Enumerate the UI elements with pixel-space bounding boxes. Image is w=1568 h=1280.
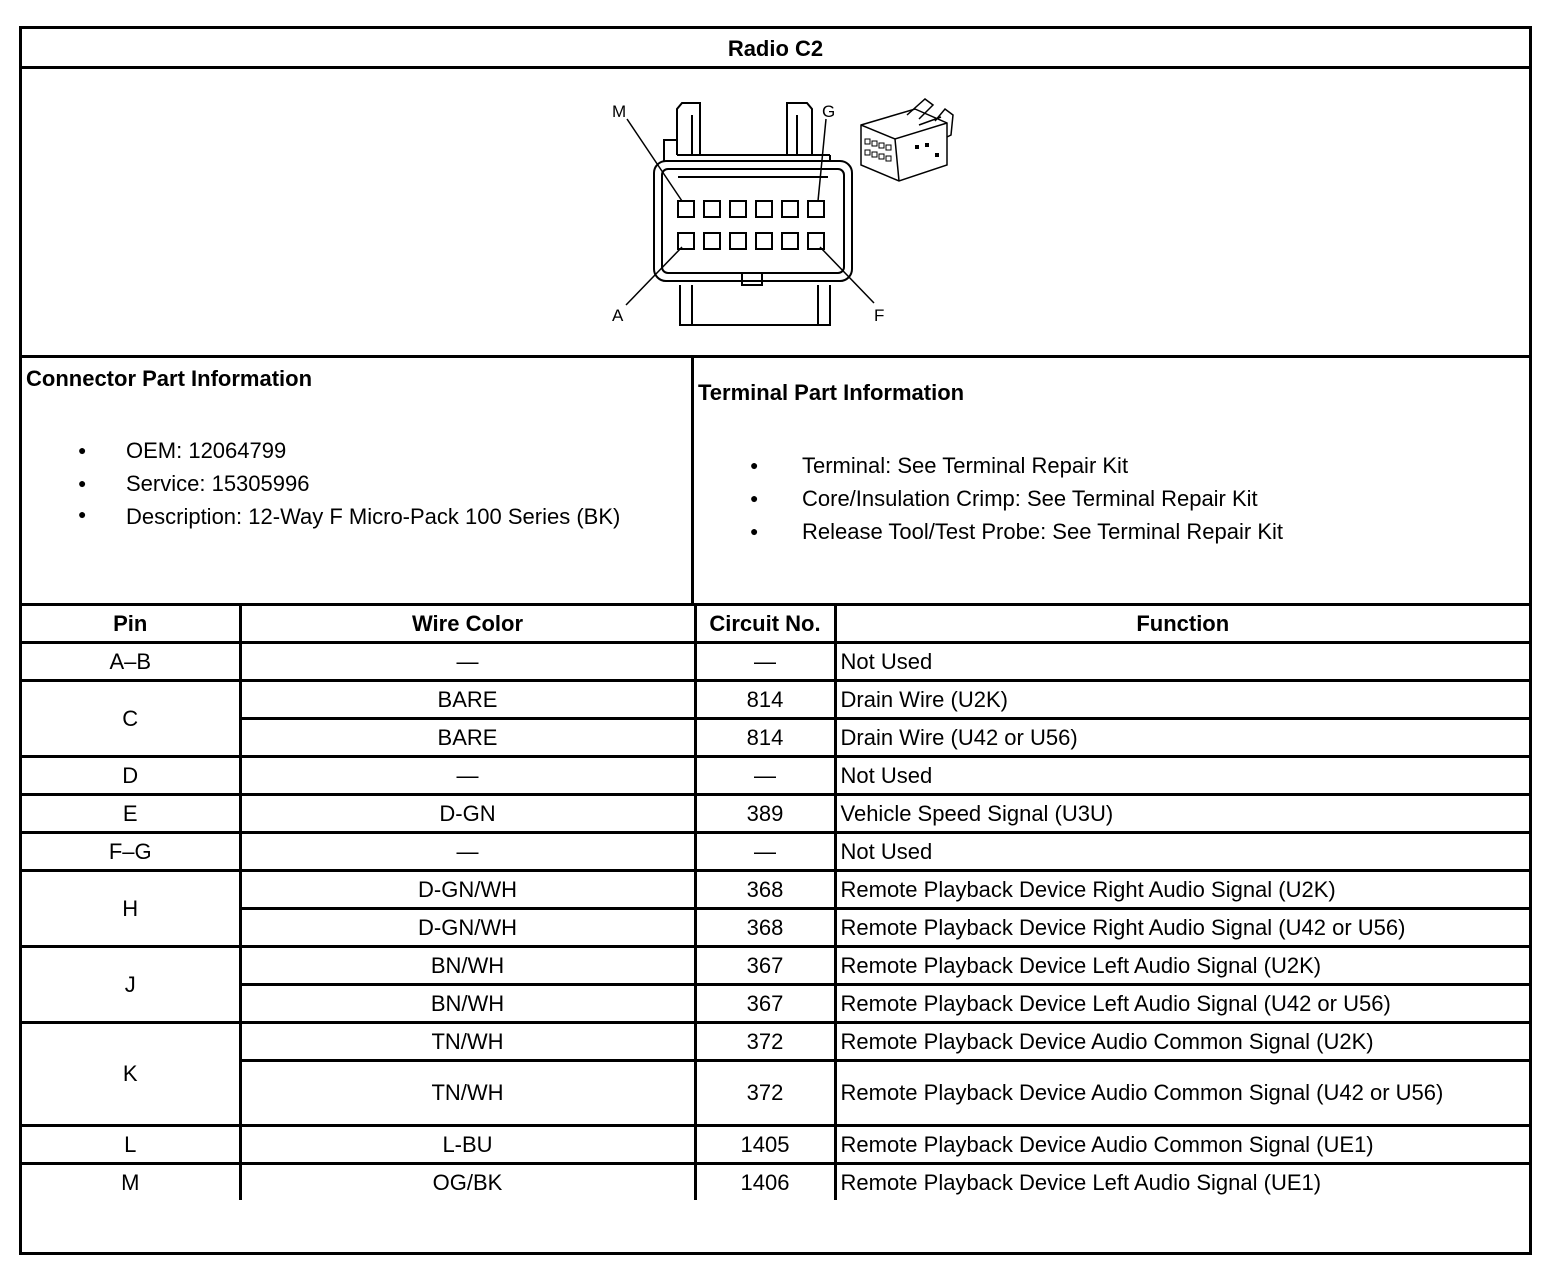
pin-cell: F–G [22, 833, 240, 871]
header-function: Function [835, 606, 1529, 643]
wire-cell: BARE [240, 681, 695, 719]
function-cell: Vehicle Speed Signal (U3U) [835, 795, 1529, 833]
circuit-cell: 814 [695, 681, 835, 719]
function-cell: Remote Playback Device Left Audio Signal (U2K) [835, 947, 1529, 985]
pin-cell: A–B [22, 643, 240, 681]
header-wire-color: Wire Color [240, 606, 695, 643]
connector-diagram [22, 69, 1529, 358]
list-item: ● Terminal: See Terminal Repair Kit [750, 449, 1510, 482]
pin-cell: E [22, 795, 240, 833]
header-circuit: Circuit No. [695, 606, 835, 643]
function-cell: Remote Playback Device Audio Common Signal (UE1) [835, 1126, 1529, 1164]
pinout-table [22, 606, 1529, 1200]
pin-cell: K [22, 1023, 240, 1126]
list-item: ● OEM: 12064799 [78, 434, 658, 467]
wire-cell: BARE [240, 719, 695, 757]
table-row [22, 719, 1529, 757]
terminal-info-list [750, 449, 1510, 548]
wire-cell: D-GN/WH [240, 909, 695, 947]
connector-info-heading: Connector Part Information [26, 366, 313, 391]
table-row [22, 643, 1529, 681]
table-row [22, 1126, 1529, 1164]
function-cell: Not Used [835, 757, 1529, 795]
circuit-cell: 367 [695, 985, 835, 1023]
circuit-cell: 814 [695, 719, 835, 757]
pin-label-f: F [874, 306, 885, 325]
pin-label-m: M [612, 102, 627, 121]
function-cell: Remote Playback Device Audio Common Signal (U2K) [835, 1023, 1529, 1061]
circuit-cell: — [695, 833, 835, 871]
wire-cell: — [240, 643, 695, 681]
list-item: ● Core/Insulation Crimp: See Terminal Repair Kit [750, 482, 1510, 515]
circuit-cell: 372 [695, 1023, 835, 1061]
function-cell: Remote Playback Device Right Audio Signal (U2K) [835, 871, 1529, 909]
circuit-cell: — [695, 757, 835, 795]
list-item: ● Release Tool/Test Probe: See Terminal Repair Kit [750, 515, 1510, 548]
header-pin: Pin [22, 606, 240, 643]
table-row [22, 871, 1529, 909]
pin-label-a: A [612, 306, 624, 325]
pin-cell: C [22, 681, 240, 757]
table-row [22, 681, 1529, 719]
function-cell: Not Used [835, 643, 1529, 681]
function-cell: Not Used [835, 833, 1529, 871]
circuit-cell: 372 [695, 1061, 835, 1126]
function-cell: Remote Playback Device Right Audio Signal (U42 or U56) [835, 909, 1529, 947]
circuit-cell: 389 [695, 795, 835, 833]
wire-cell: L-BU [240, 1126, 695, 1164]
table-row [22, 1023, 1529, 1061]
function-cell: Drain Wire (U42 or U56) [835, 719, 1529, 757]
function-cell: Drain Wire (U2K) [835, 681, 1529, 719]
list-item: ● Description: 12-Way F Micro-Pack 100 Series (BK) [78, 500, 658, 531]
wire-cell: TN/WH [240, 1061, 695, 1126]
wire-cell: BN/WH [240, 947, 695, 985]
circuit-cell: 368 [695, 909, 835, 947]
pin-cell: L [22, 1126, 240, 1164]
connector-info-list [78, 434, 658, 531]
terminal-part-information [694, 358, 1529, 606]
table-row [22, 757, 1529, 795]
circuit-cell: 368 [695, 871, 835, 909]
wire-cell: — [240, 757, 695, 795]
wire-cell: BN/WH [240, 985, 695, 1023]
table-row [22, 947, 1529, 985]
circuit-cell: 1405 [695, 1126, 835, 1164]
circuit-cell: — [695, 643, 835, 681]
circuit-cell: 367 [695, 947, 835, 985]
wire-cell: D-GN/WH [240, 871, 695, 909]
wire-cell: — [240, 833, 695, 871]
pin-cell: M [22, 1164, 240, 1201]
pin-label-g: G [822, 102, 836, 121]
function-cell: Remote Playback Device Audio Common Signal (U42 or U56) [835, 1061, 1529, 1126]
terminal-info-heading: Terminal Part Information [698, 380, 965, 405]
connector-photo-icon [855, 95, 965, 195]
wire-cell: D-GN [240, 795, 695, 833]
function-cell: Remote Playback Device Left Audio Signal (U42 or U56) [835, 985, 1529, 1023]
table-row [22, 795, 1529, 833]
page-title: Radio C2 [22, 29, 1529, 69]
list-item: ● Service: 15305996 [78, 467, 658, 500]
pin-cell: D [22, 757, 240, 795]
wire-cell: TN/WH [240, 1023, 695, 1061]
wire-cell: OG/BK [240, 1164, 695, 1201]
table-row [22, 909, 1529, 947]
table-row [22, 1164, 1529, 1201]
pin-cell: H [22, 871, 240, 947]
circuit-cell: 1406 [695, 1164, 835, 1201]
pin-cell: J [22, 947, 240, 1023]
table-row [22, 1061, 1529, 1126]
pin-cavities [678, 201, 824, 249]
table-row [22, 833, 1529, 871]
function-cell: Remote Playback Device Left Audio Signal (UE1) [835, 1164, 1529, 1201]
connector-sheet [19, 26, 1532, 1255]
table-row [22, 985, 1529, 1023]
connector-part-information [22, 358, 694, 606]
table-header-row [22, 606, 1529, 643]
